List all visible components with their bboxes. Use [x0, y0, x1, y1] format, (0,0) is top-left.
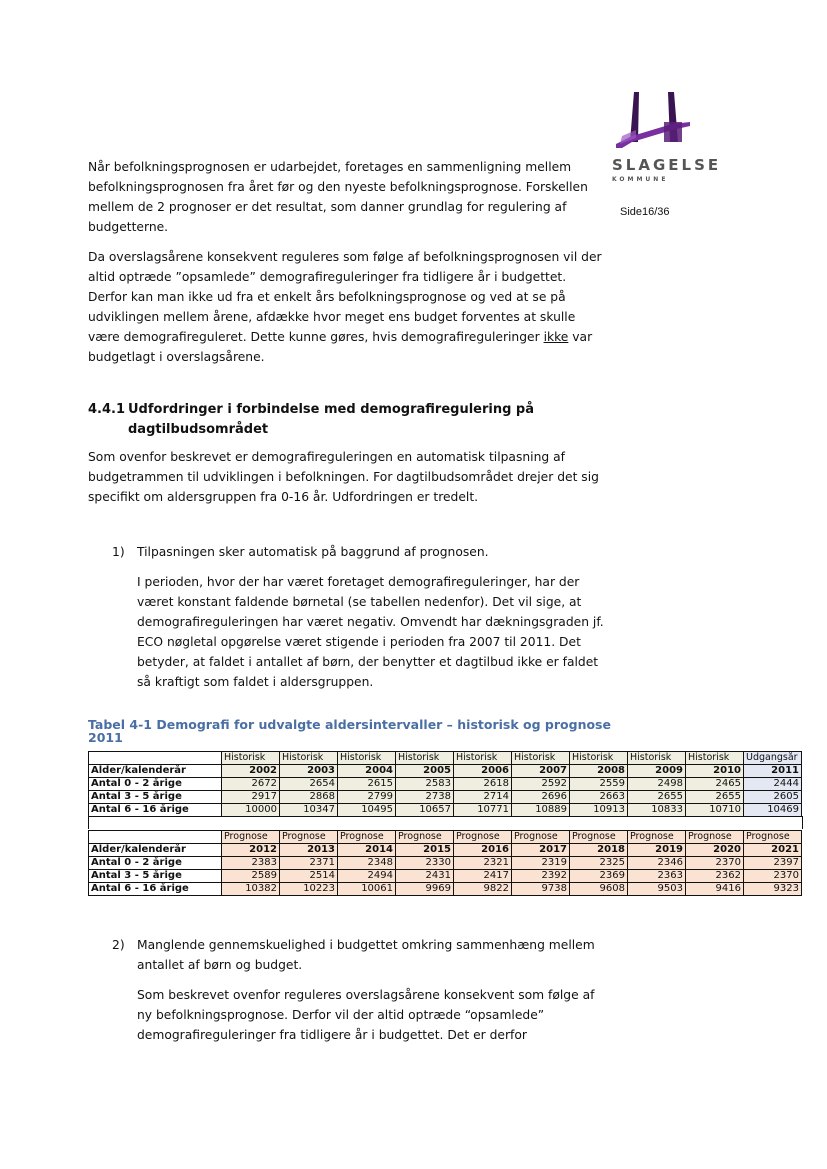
value-cell: 2370 — [744, 870, 802, 883]
bridge-logo-icon — [612, 92, 692, 150]
year-cell: 2008 — [570, 765, 628, 778]
kind-cell: Historisk — [222, 752, 280, 765]
list-marker: 1) — [112, 545, 125, 559]
kind-cell: Historisk — [338, 752, 396, 765]
historic-table — [88, 751, 802, 817]
forecast-table — [88, 830, 802, 896]
paragraph-overslag — [88, 247, 608, 367]
value-cell: 2325 — [570, 857, 628, 870]
section-intro: Som ovenfor beskrevet er demografireguleringen en automatisk tilpasning af budgetrammen til udviklingen i befolkningen. For dagtilbudsområdet drejer det sig specifikt om aldersgruppen fra 0-16 år. Udfordringen er tredelt. — [88, 450, 599, 504]
value-cell: 2431 — [396, 870, 454, 883]
blank-cell — [89, 752, 222, 765]
value-cell: 2589 — [222, 870, 280, 883]
row-header-label: Alder/kalenderår — [89, 765, 222, 778]
value-cell: 2371 — [280, 857, 338, 870]
kind-cell: Prognose — [396, 831, 454, 844]
value-cell: 2615 — [338, 778, 396, 791]
table-row — [89, 883, 802, 896]
table-row-years — [89, 765, 802, 778]
value-cell: 10382 — [222, 883, 280, 896]
value-cell: 2514 — [280, 870, 338, 883]
table-row-kind — [89, 752, 802, 765]
list-item — [112, 935, 612, 1045]
table-row — [89, 778, 802, 791]
blank-cell — [89, 831, 222, 844]
value-cell: 2654 — [280, 778, 338, 791]
year-cell: 2020 — [686, 844, 744, 857]
paragraph-text: Da overslagsårene konsekvent reguleres som følge af befolkningsprognosen vil der altid optræde ”opsamlede” demografireguleringer fra tidligere år i budgettet. Derfor kan man ikke ud fra et enkelt års befolkningsprognose og ved at se på udviklingen mellem årene, afdække hvor meget ens budget forventes at skulle være demografireguleret. Dette kunne gøres, hvis demografireguleringer — [88, 250, 602, 344]
value-cell: 10469 — [744, 804, 802, 817]
value-cell: 2592 — [512, 778, 570, 791]
value-cell: 2696 — [512, 791, 570, 804]
kind-cell: Historisk — [280, 752, 338, 765]
value-cell: 2330 — [396, 857, 454, 870]
row-header-label: Alder/kalenderår — [89, 844, 222, 857]
year-cell: 2017 — [512, 844, 570, 857]
row-label: Antal 3 - 5 årige — [89, 870, 222, 883]
value-cell: 2363 — [628, 870, 686, 883]
value-cell: 2559 — [570, 778, 628, 791]
kind-cell: Prognose — [454, 831, 512, 844]
value-cell: 2663 — [570, 791, 628, 804]
row-label: Antal 0 - 2 årige — [89, 778, 222, 791]
year-cell: 2013 — [280, 844, 338, 857]
value-cell: 2346 — [628, 857, 686, 870]
kind-cell: Prognose — [744, 831, 802, 844]
value-cell: 2417 — [454, 870, 512, 883]
section-heading — [88, 400, 618, 440]
value-cell: 2498 — [628, 778, 686, 791]
table-row-kind — [89, 831, 802, 844]
value-cell: 2397 — [744, 857, 802, 870]
value-cell: 10710 — [686, 804, 744, 817]
emphasis-ikke: ikke — [543, 330, 569, 344]
value-cell: 2799 — [338, 791, 396, 804]
row-label: Antal 6 - 16 årige — [89, 883, 222, 896]
year-cell: 2004 — [338, 765, 396, 778]
year-cell: 2019 — [628, 844, 686, 857]
list-item-body: I perioden, hvor der har været foretaget demografireguleringer, har der været konstant faldende børnetal (se tabellen nedenfor). Det vil sige, at demografireguleringen har været negativ. Omvendt har dækningsgraden jf. ECO nøgletal opgørelse været stigende i perioden fra 2007 til 2011. Det betyder, at faldet i antallet af børn, der benytter et dagtilbud ikke er faldet så kraftigt som faldet i aldersgruppen. — [137, 575, 604, 689]
paragraph-text: var budgetlagt i overslagsårene. — [88, 330, 593, 364]
table-separator — [88, 816, 803, 829]
value-cell: 10889 — [512, 804, 570, 817]
row-label: Antal 6 - 16 årige — [89, 804, 222, 817]
value-cell: 2738 — [396, 791, 454, 804]
logo-subtitle: KOMMUNE — [612, 176, 669, 183]
year-cell: 2021 — [744, 844, 802, 857]
table-row — [89, 857, 802, 870]
value-cell: 2444 — [744, 778, 802, 791]
value-cell: 9503 — [628, 883, 686, 896]
slagelse-kommune-logo — [612, 92, 722, 183]
kind-cell: Historisk — [628, 752, 686, 765]
value-cell: 10913 — [570, 804, 628, 817]
paragraph-intro: Når befolkningsprognosen er udarbejdet, foretages en sammenligning mellem befolkningsprognosen fra året før og den nyeste befolkningsprognose. Forskellen mellem de 2 prognoser er det resultat, som danner grundlag for regulering af budgetterne. — [88, 160, 588, 234]
value-cell: 2319 — [512, 857, 570, 870]
table-caption: Tabel 4-1 Demografi for udvalgte aldersintervaller – historisk og prognose 2011 — [88, 717, 611, 745]
list-item-body: Som beskrevet ovenfor reguleres overslagsårene konsekvent som følge af ny befolkningsprognose. Derfor vil der altid optræde “opsamlede” demografireguleringer fra tidligere år i budgettet. Det er derfor — [137, 988, 595, 1042]
value-cell: 2672 — [222, 778, 280, 791]
value-cell: 2362 — [686, 870, 744, 883]
kind-cell: Prognose — [512, 831, 570, 844]
year-cell: 2003 — [280, 765, 338, 778]
value-cell: 10061 — [338, 883, 396, 896]
value-cell: 9608 — [570, 883, 628, 896]
year-cell: 2007 — [512, 765, 570, 778]
value-cell: 2465 — [686, 778, 744, 791]
value-cell: 9738 — [512, 883, 570, 896]
kind-cell: Historisk — [454, 752, 512, 765]
list-item — [112, 542, 612, 692]
value-cell: 2655 — [686, 791, 744, 804]
kind-cell: Historisk — [686, 752, 744, 765]
value-cell: 2392 — [512, 870, 570, 883]
value-cell: 9416 — [686, 883, 744, 896]
year-cell: 2006 — [454, 765, 512, 778]
year-cell: 2012 — [222, 844, 280, 857]
value-cell: 2605 — [744, 791, 802, 804]
value-cell: 2868 — [280, 791, 338, 804]
value-cell: 2583 — [396, 778, 454, 791]
kind-cell: Historisk — [570, 752, 628, 765]
value-cell: 2494 — [338, 870, 396, 883]
value-cell: 9822 — [454, 883, 512, 896]
value-cell: 10000 — [222, 804, 280, 817]
value-cell: 2383 — [222, 857, 280, 870]
value-cell: 2655 — [628, 791, 686, 804]
table-row — [89, 870, 802, 883]
kind-cell: Prognose — [222, 831, 280, 844]
year-cell: 2011 — [744, 765, 802, 778]
logo-name: SLAGELSE — [612, 156, 722, 174]
kind-cell: Prognose — [628, 831, 686, 844]
year-cell: 2010 — [686, 765, 744, 778]
kind-cell: Historisk — [512, 752, 570, 765]
list-marker: 2) — [112, 938, 125, 952]
value-cell: 10495 — [338, 804, 396, 817]
value-cell: 9969 — [396, 883, 454, 896]
value-cell: 2321 — [454, 857, 512, 870]
section-title: Udfordringer i forbindelse med demografiregulering på dagtilbudsområdet — [128, 402, 535, 437]
value-cell: 10771 — [454, 804, 512, 817]
value-cell: 10347 — [280, 804, 338, 817]
kind-cell: Historisk — [396, 752, 454, 765]
list-item-title: Tilpasningen sker automatisk på baggrund af prognosen. — [137, 545, 489, 559]
kind-cell: Prognose — [570, 831, 628, 844]
year-cell: 2002 — [222, 765, 280, 778]
year-cell: 2014 — [338, 844, 396, 857]
kind-cell: Prognose — [280, 831, 338, 844]
table-row-years — [89, 844, 802, 857]
year-cell: 2018 — [570, 844, 628, 857]
list-item-title: Manglende gennemskuelighed i budgettet omkring sammenhæng mellem antallet af børn og budget. — [137, 938, 595, 972]
value-cell: 2348 — [338, 857, 396, 870]
value-cell: 10223 — [280, 883, 338, 896]
value-cell: 2370 — [686, 857, 744, 870]
value-cell: 10657 — [396, 804, 454, 817]
row-label: Antal 0 - 2 årige — [89, 857, 222, 870]
value-cell: 2714 — [454, 791, 512, 804]
section-number: 4.4.1 — [88, 402, 126, 417]
value-cell: 9323 — [744, 883, 802, 896]
year-cell: 2015 — [396, 844, 454, 857]
kind-cell: Prognose — [338, 831, 396, 844]
kind-cell: Udgangsår — [744, 752, 802, 765]
table-row — [89, 804, 802, 817]
value-cell: 10833 — [628, 804, 686, 817]
page-number: Side16/36 — [620, 206, 670, 218]
value-cell: 2917 — [222, 791, 280, 804]
table-row — [89, 791, 802, 804]
value-cell: 2618 — [454, 778, 512, 791]
year-cell: 2016 — [454, 844, 512, 857]
year-cell: 2005 — [396, 765, 454, 778]
value-cell: 2369 — [570, 870, 628, 883]
kind-cell: Prognose — [686, 831, 744, 844]
row-label: Antal 3 - 5 årige — [89, 791, 222, 804]
year-cell: 2009 — [628, 765, 686, 778]
